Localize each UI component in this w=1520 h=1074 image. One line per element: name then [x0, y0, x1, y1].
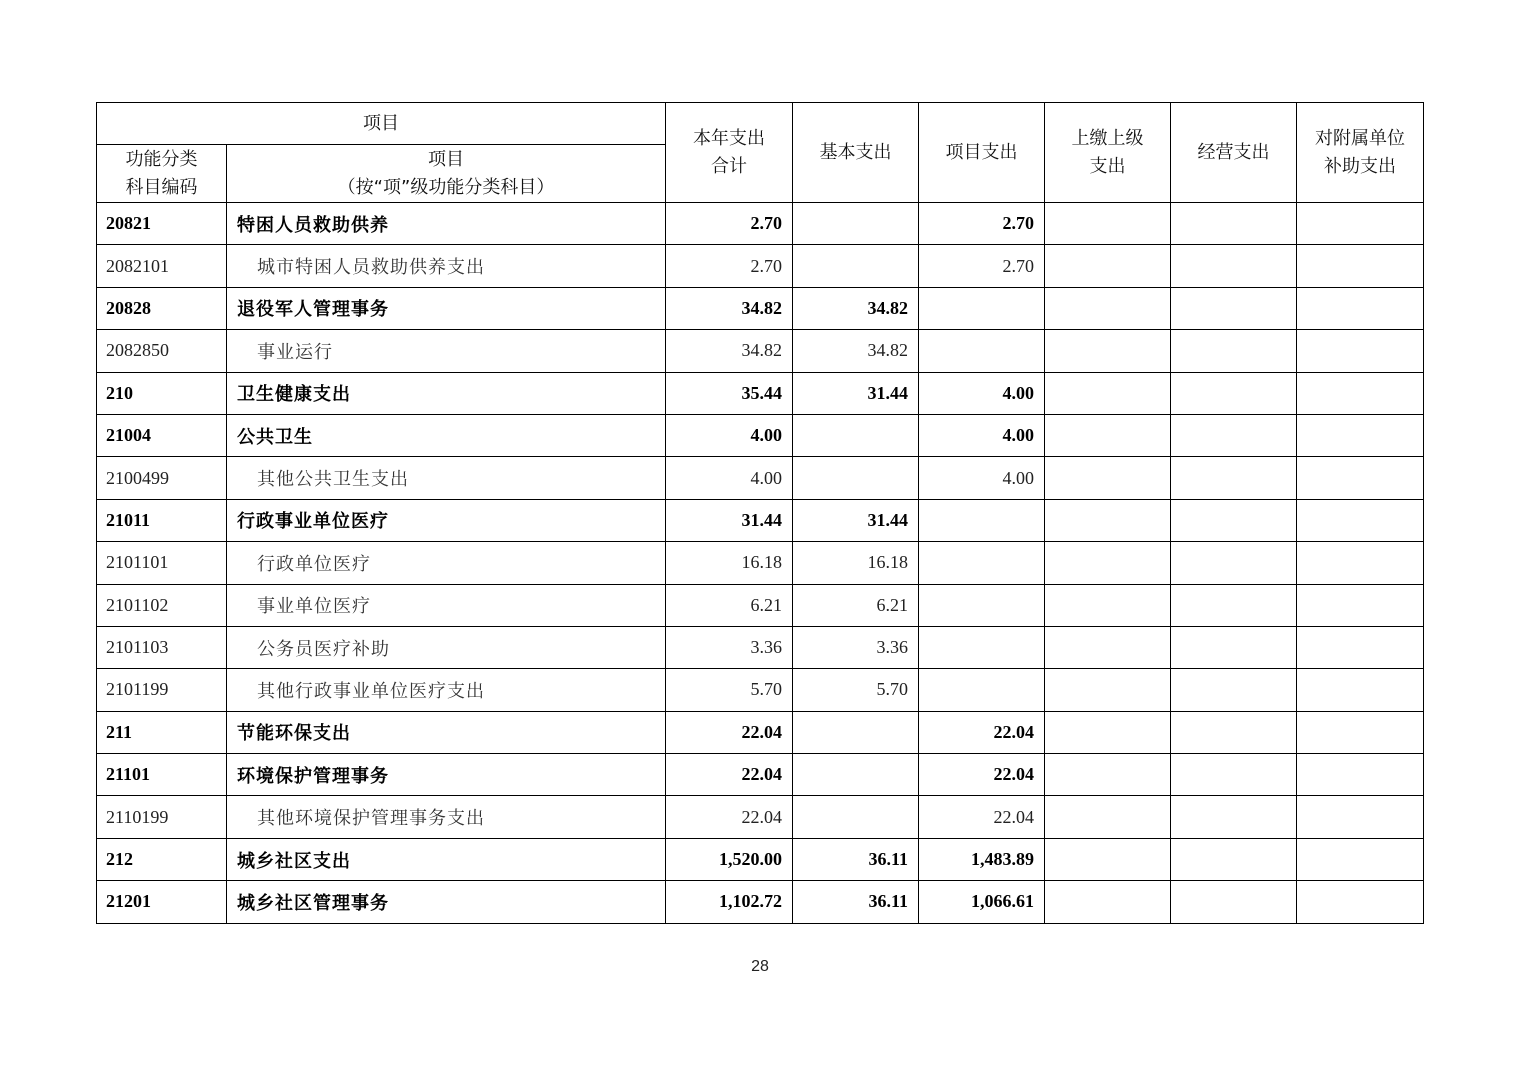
cell-upper [1045, 414, 1171, 456]
cell-subsidy [1297, 838, 1424, 880]
cell-basic [793, 457, 919, 499]
expenditure-table [96, 102, 1424, 924]
cell-business [1171, 457, 1297, 499]
cell-total: 35.44 [666, 372, 793, 414]
cell-total: 22.04 [666, 754, 793, 796]
header-total: 本年支出 合计 [666, 103, 793, 203]
cell-subsidy [1297, 245, 1424, 287]
cell-basic: 6.21 [793, 584, 919, 626]
cell-business [1171, 542, 1297, 584]
cell-business [1171, 711, 1297, 753]
cell-business [1171, 754, 1297, 796]
cell-project: 2.70 [919, 245, 1045, 287]
cell-basic: 5.70 [793, 669, 919, 711]
cell-basic: 34.82 [793, 287, 919, 329]
header-business: 经营支出 [1171, 103, 1297, 203]
header-upper: 上缴上级 支出 [1045, 103, 1171, 203]
cell-code: 21004 [97, 414, 227, 456]
cell-basic [793, 414, 919, 456]
cell-upper [1045, 626, 1171, 668]
cell-basic [793, 796, 919, 838]
table-row [97, 796, 1424, 838]
table-row [97, 754, 1424, 796]
cell-upper [1045, 584, 1171, 626]
cell-name: 其他公共卫生支出 [227, 457, 666, 499]
cell-subsidy [1297, 626, 1424, 668]
cell-subsidy [1297, 287, 1424, 329]
cell-total: 3.36 [666, 626, 793, 668]
cell-upper [1045, 669, 1171, 711]
cell-code: 212 [97, 838, 227, 880]
cell-upper [1045, 330, 1171, 372]
cell-project [919, 669, 1045, 711]
cell-name: 事业单位医疗 [227, 584, 666, 626]
cell-name: 节能环保支出 [227, 711, 666, 753]
cell-project [919, 626, 1045, 668]
header-item-group: 项目 [97, 103, 666, 145]
cell-basic: 3.36 [793, 626, 919, 668]
cell-business [1171, 330, 1297, 372]
cell-name: 卫生健康支出 [227, 372, 666, 414]
cell-name: 行政单位医疗 [227, 542, 666, 584]
header-project: 项目支出 [919, 103, 1045, 203]
table-row [97, 245, 1424, 287]
cell-total: 6.21 [666, 584, 793, 626]
cell-name: 其他环境保护管理事务支出 [227, 796, 666, 838]
table-row [97, 330, 1424, 372]
header-subsidy: 对附属单位 补助支出 [1297, 103, 1424, 203]
table-row [97, 414, 1424, 456]
cell-code: 211 [97, 711, 227, 753]
cell-project: 1,483.89 [919, 838, 1045, 880]
table-row [97, 584, 1424, 626]
cell-basic: 31.44 [793, 372, 919, 414]
table-row [97, 457, 1424, 499]
table-row [97, 626, 1424, 668]
cell-subsidy [1297, 372, 1424, 414]
cell-upper [1045, 287, 1171, 329]
cell-basic [793, 203, 919, 245]
cell-name: 事业运行 [227, 330, 666, 372]
cell-project [919, 499, 1045, 541]
cell-basic [793, 754, 919, 796]
cell-total: 1,102.72 [666, 881, 793, 923]
cell-subsidy [1297, 330, 1424, 372]
table-body [97, 203, 1424, 924]
cell-business [1171, 669, 1297, 711]
cell-project: 22.04 [919, 796, 1045, 838]
cell-upper [1045, 372, 1171, 414]
cell-project [919, 584, 1045, 626]
cell-name: 环境保护管理事务 [227, 754, 666, 796]
cell-code: 2101101 [97, 542, 227, 584]
cell-business [1171, 414, 1297, 456]
cell-total: 22.04 [666, 796, 793, 838]
cell-code: 2110199 [97, 796, 227, 838]
cell-upper [1045, 203, 1171, 245]
cell-name: 其他行政事业单位医疗支出 [227, 669, 666, 711]
cell-upper [1045, 542, 1171, 584]
cell-business [1171, 838, 1297, 880]
expenditure-table-container [96, 102, 1423, 924]
cell-code: 21201 [97, 881, 227, 923]
cell-name: 公务员医疗补助 [227, 626, 666, 668]
cell-name: 城乡社区管理事务 [227, 881, 666, 923]
cell-total: 4.00 [666, 457, 793, 499]
cell-business [1171, 245, 1297, 287]
cell-upper [1045, 499, 1171, 541]
cell-upper [1045, 838, 1171, 880]
cell-subsidy [1297, 457, 1424, 499]
cell-code: 20828 [97, 287, 227, 329]
cell-project [919, 542, 1045, 584]
cell-business [1171, 796, 1297, 838]
table-row [97, 287, 1424, 329]
header-name: 项目 （按“项”级功能分类科目） [227, 145, 666, 203]
table-row [97, 203, 1424, 245]
cell-basic: 36.11 [793, 838, 919, 880]
cell-subsidy [1297, 881, 1424, 923]
cell-total: 5.70 [666, 669, 793, 711]
cell-total: 4.00 [666, 414, 793, 456]
cell-basic [793, 245, 919, 287]
table-header [97, 103, 1424, 203]
cell-project: 4.00 [919, 414, 1045, 456]
cell-business [1171, 287, 1297, 329]
cell-code: 2101199 [97, 669, 227, 711]
cell-name: 特困人员救助供养 [227, 203, 666, 245]
cell-subsidy [1297, 203, 1424, 245]
cell-business [1171, 499, 1297, 541]
cell-project: 4.00 [919, 372, 1045, 414]
cell-upper [1045, 796, 1171, 838]
page-number: 28 [751, 958, 769, 975]
cell-business [1171, 626, 1297, 668]
cell-basic: 34.82 [793, 330, 919, 372]
cell-upper [1045, 881, 1171, 923]
cell-name: 城乡社区支出 [227, 838, 666, 880]
cell-basic: 36.11 [793, 881, 919, 923]
cell-name: 退役军人管理事务 [227, 287, 666, 329]
cell-project: 1,066.61 [919, 881, 1045, 923]
cell-code: 2101102 [97, 584, 227, 626]
header-basic: 基本支出 [793, 103, 919, 203]
cell-subsidy [1297, 542, 1424, 584]
cell-upper [1045, 245, 1171, 287]
table-row [97, 881, 1424, 923]
table-row [97, 669, 1424, 711]
cell-project: 4.00 [919, 457, 1045, 499]
cell-subsidy [1297, 669, 1424, 711]
cell-code: 21011 [97, 499, 227, 541]
cell-basic: 16.18 [793, 542, 919, 584]
cell-subsidy [1297, 711, 1424, 753]
cell-total: 16.18 [666, 542, 793, 584]
cell-total: 2.70 [666, 203, 793, 245]
cell-code: 2082850 [97, 330, 227, 372]
cell-name: 行政事业单位医疗 [227, 499, 666, 541]
cell-code: 2082101 [97, 245, 227, 287]
cell-total: 31.44 [666, 499, 793, 541]
cell-subsidy [1297, 584, 1424, 626]
cell-code: 2100499 [97, 457, 227, 499]
cell-project: 22.04 [919, 711, 1045, 753]
cell-upper [1045, 457, 1171, 499]
cell-basic [793, 711, 919, 753]
cell-subsidy [1297, 414, 1424, 456]
cell-project [919, 287, 1045, 329]
cell-total: 34.82 [666, 287, 793, 329]
cell-total: 1,520.00 [666, 838, 793, 880]
cell-project [919, 330, 1045, 372]
cell-project: 2.70 [919, 203, 1045, 245]
cell-code: 210 [97, 372, 227, 414]
cell-code: 20821 [97, 203, 227, 245]
cell-name: 公共卫生 [227, 414, 666, 456]
cell-business [1171, 203, 1297, 245]
cell-total: 22.04 [666, 711, 793, 753]
cell-total: 34.82 [666, 330, 793, 372]
cell-business [1171, 881, 1297, 923]
cell-upper [1045, 711, 1171, 753]
table-row [97, 372, 1424, 414]
cell-code: 21101 [97, 754, 227, 796]
cell-business [1171, 372, 1297, 414]
cell-project: 22.04 [919, 754, 1045, 796]
header-code: 功能分类 科目编码 [97, 145, 227, 203]
table-row [97, 838, 1424, 880]
cell-subsidy [1297, 499, 1424, 541]
cell-code: 2101103 [97, 626, 227, 668]
cell-upper [1045, 754, 1171, 796]
cell-business [1171, 584, 1297, 626]
table-row [97, 499, 1424, 541]
cell-basic: 31.44 [793, 499, 919, 541]
table-row [97, 711, 1424, 753]
cell-subsidy [1297, 754, 1424, 796]
cell-name: 城市特困人员救助供养支出 [227, 245, 666, 287]
cell-total: 2.70 [666, 245, 793, 287]
table-row [97, 542, 1424, 584]
cell-subsidy [1297, 796, 1424, 838]
